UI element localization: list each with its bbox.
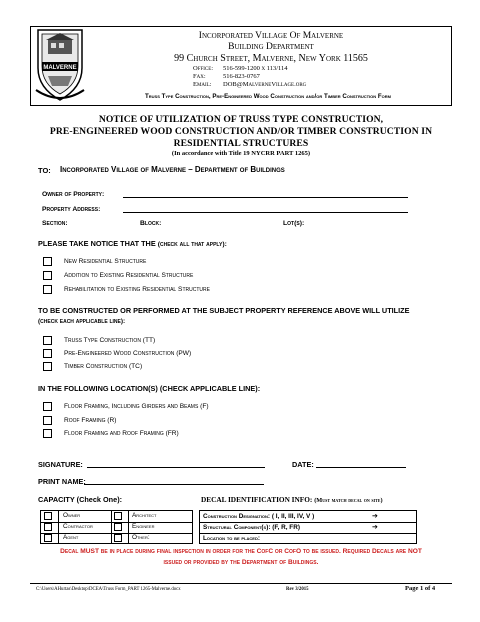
construction-heading: TO BE CONSTRUCTED OR PERFORMED AT THE SUBJECT PROPERTY REFERENCE ABOVE WILL UTILIZE [38, 306, 410, 315]
new-residential-checkbox[interactable] [43, 257, 52, 266]
decal-components: Structural Component(s): (F, R, FR) [203, 524, 300, 531]
capacity-owner-checkbox[interactable] [44, 512, 52, 520]
village-seal-icon [34, 28, 86, 104]
office-value: 516-599-1200 x 113/114 [223, 65, 288, 72]
decal-heading-text: DECAL IDENTIFICATION INFO: [201, 495, 313, 504]
title-line-3: RESIDENTIAL STRUCTURES [173, 138, 309, 149]
decal-warning-line-1: Decal MUST be in place during final inspection in order for the CofC or CofO to be issued. Required Decals are NOT [60, 548, 422, 555]
notice-heading-note: (check all that apply): [157, 241, 227, 248]
notice-heading [38, 239, 227, 248]
to-value: Incorporated Village of Malverne – Department of Buildings [60, 165, 285, 174]
fax-value: 516-823-0767 [223, 73, 260, 80]
fax-label: Fax: [193, 73, 206, 80]
signature-label: SIGNATURE: [38, 460, 83, 469]
floor-and-roof-label: Floor Framing and Roof Framing (FR) [64, 430, 179, 437]
floor-framing-checkbox[interactable] [43, 402, 52, 411]
capacity-engineer-label: Engineer [132, 523, 155, 530]
address-label: Property Address: [42, 206, 101, 213]
village-address: 99 Church Street, Malverne, New York 11565 [174, 53, 368, 64]
decal-heading [201, 495, 383, 504]
rehabilitation-checkbox[interactable] [43, 285, 52, 294]
date-input[interactable] [316, 467, 406, 468]
capacity-heading: CAPACITY (Check One): [38, 495, 123, 504]
construction-heading-note: (check each applicable line): [38, 318, 126, 325]
notice-heading-text: PLEASE TAKE NOTICE THAT THE [38, 239, 156, 248]
address-input[interactable] [123, 212, 408, 213]
block-label: Block: [140, 220, 162, 227]
date-label: DATE: [292, 460, 314, 469]
addition-checkbox[interactable] [43, 271, 52, 280]
footer-divider [30, 583, 452, 584]
section-label: Section: [42, 220, 68, 227]
pre-engineered-label: Pre-Engineered Wood Construction (PW) [64, 350, 192, 357]
decal-location: Location to be placed: [203, 535, 260, 542]
timber-label: Timber Construction (TC) [64, 363, 143, 370]
capacity-agent-label: Agent [63, 534, 79, 541]
email-label: Email: [193, 81, 212, 88]
capacity-other-label: Other: [132, 534, 150, 541]
email-value[interactable]: DOB@MalverneVillage.org [223, 81, 307, 88]
floor-framing-label: Floor Framing, Including Girders and Beams (F) [64, 403, 209, 410]
capacity-other-checkbox[interactable] [114, 534, 122, 542]
lots-label: Lot(s): [283, 220, 305, 227]
capacity-engineer-checkbox[interactable] [114, 523, 122, 531]
new-residential-label: New Residential Structure [64, 258, 147, 265]
print-name-label: PRINT NAME: [38, 477, 86, 486]
fax-number [193, 73, 260, 80]
capacity-owner-label: Owner [63, 512, 81, 519]
title-line-2: PRE-ENGINEERED WOOD CONSTRUCTION AND/OR TIMBER CONSTRUCTION IN [49, 126, 433, 137]
owner-input[interactable] [123, 197, 408, 198]
capacity-contractor-checkbox[interactable] [44, 523, 52, 531]
truss-type-label: Truss Type Construction (TT) [64, 337, 156, 344]
location-heading: IN THE FOLLOWING LOCATION(S) (CHECK APPLICABLE LINE): [38, 384, 261, 393]
office-phone [193, 65, 288, 72]
footer-revision: Rev 3/2015 [286, 587, 309, 592]
footer-file-path: C:\Users\AHurtas\Desktop\DCEA\Truss Form_PART 1265-Malverne.docx [36, 587, 181, 592]
capacity-contractor-label: Contractor [63, 523, 93, 530]
decal-warning-line-2: issued or provided by the Department of Buildings. [163, 559, 319, 566]
decal-designation: Construction Designation: ( I, II, III, IV, V ) [203, 513, 315, 520]
capacity-architect-label: Architect [132, 512, 157, 519]
owner-label: Owner of Property: [42, 191, 105, 198]
decal-heading-note: (Must match decal on site) [314, 497, 383, 504]
arrow-right-icon: ➔ [372, 513, 378, 520]
title-note: (In accordance with Title 19 NYCRR PART 1265) [171, 150, 311, 157]
roof-framing-label: Roof Framing (R) [64, 417, 117, 424]
timber-checkbox[interactable] [43, 362, 52, 371]
footer-page-number: Page 1 of 4 [405, 585, 436, 592]
department-name: Building Department [228, 42, 314, 52]
office-label: Office: [193, 65, 214, 72]
addition-label: Addition to Existing Residential Structure [64, 272, 194, 279]
seal-text: MALVERNE [43, 65, 77, 71]
title-line-1: NOTICE OF UTILIZATION OF TRUSS TYPE CONSTRUCTION, [98, 114, 384, 125]
truss-type-checkbox[interactable] [43, 336, 52, 345]
arrow-right-icon: ➔ [372, 524, 378, 531]
rehabilitation-label: Rehabilitation to Existing Residential Structure [64, 286, 210, 293]
to-label: TO: [38, 166, 51, 175]
village-name: Incorporated Village Of Malverne [198, 31, 344, 41]
form-name: Truss Type Construction, Pre-Engineered Wood Construction and/or Timber Construction Form [144, 93, 392, 100]
capacity-architect-checkbox[interactable] [114, 512, 122, 520]
decal-table [199, 510, 417, 544]
email-address [193, 81, 306, 88]
signature-input[interactable] [87, 467, 265, 468]
floor-and-roof-checkbox[interactable] [43, 429, 52, 438]
print-name-input[interactable] [84, 484, 264, 485]
pre-engineered-checkbox[interactable] [43, 349, 52, 358]
capacity-agent-checkbox[interactable] [44, 534, 52, 542]
roof-framing-checkbox[interactable] [43, 416, 52, 425]
